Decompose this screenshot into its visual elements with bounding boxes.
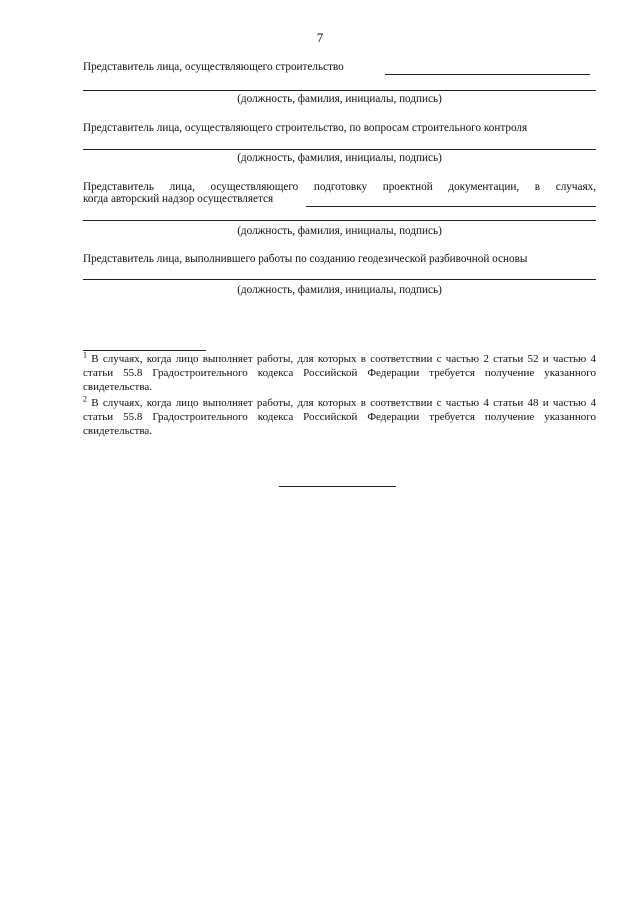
signatory-label-design-cont: когда авторский надзор осуществляется	[83, 193, 274, 205]
signature-line	[83, 90, 596, 91]
signature-caption: (должность, фамилия, инициалы, подпись)	[237, 225, 442, 237]
footnote-1	[83, 352, 596, 394]
footnote-text: В случаях, когда лицо выполняет работы, для которых в соответствии с частью 2 статьи 52 и частью 4 статьи 55.8 Градостроительного кодекса Российской Федерации требуется получение указанного свидетельства.	[83, 353, 597, 393]
signature-caption: (должность, фамилия, инициалы, подпись)	[237, 93, 442, 105]
footnote-separator	[83, 350, 206, 351]
signature-line	[83, 279, 596, 280]
end-separator	[279, 486, 396, 487]
footnote-mark: 1	[83, 350, 87, 360]
page-number: 7	[316, 30, 324, 45]
footnote-2	[83, 396, 596, 438]
signature-line	[306, 206, 596, 207]
signature-line	[385, 74, 590, 75]
signature-caption: (должность, фамилия, инициалы, подпись)	[237, 284, 442, 296]
signatory-label-construction-control: Представитель лица, осуществляющего строительство, по вопросам строительного контроля	[83, 122, 528, 134]
footnote-text: В случаях, когда лицо выполняет работы, для которых в соответствии с частью 4 статьи 48 и частью 4 статьи 55.8 Градостроительного кодекса Российской Федерации требуется получение указанного свидетельства.	[83, 397, 597, 437]
signature-line	[83, 149, 596, 150]
signatory-label-design: Представитель лица, осуществляющего подготовку проектной документации, в случаях,	[83, 181, 596, 193]
footnote-mark: 2	[83, 394, 87, 404]
signature-caption: (должность, фамилия, инициалы, подпись)	[237, 152, 442, 164]
signature-line	[83, 220, 596, 221]
signatory-label-geodetic: Представитель лица, выполнившего работы по созданию геодезической разбивочной основы	[83, 253, 528, 265]
signatory-label-builder: Представитель лица, осуществляющего строительство	[83, 61, 344, 73]
